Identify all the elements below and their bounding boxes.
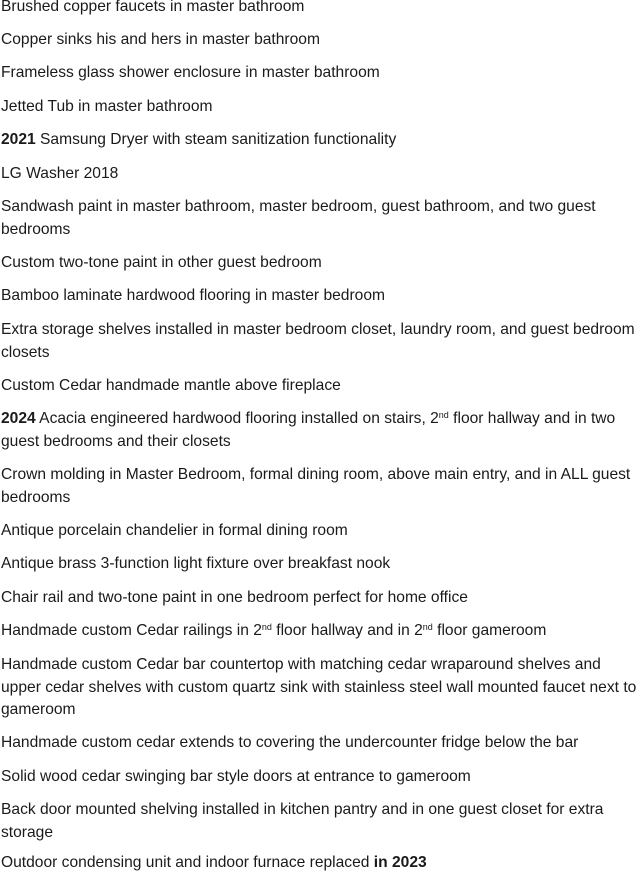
list-item: Extra storage shelves installed in master bedroom closet, laundry room, and guest bedroom closets: [1, 321, 635, 361]
list-item: Back door mounted shelving installed in kitchen pantry and in one guest closet for extra storage: [1, 801, 604, 841]
list-item: 2021 Samsung Dryer with steam sanitization functionality: [1, 131, 397, 148]
list-item: Brushed copper faucets in master bathroom: [1, 0, 305, 15]
year-label: 2024: [1, 410, 36, 427]
list-item: Sandwash paint in master bathroom, master bedroom, guest bathroom, and two guest bedrooms: [1, 198, 596, 238]
list-item: Chair rail and two-tone paint in one bedroom perfect for home office: [1, 589, 468, 606]
list-item: Handmade custom cedar extends to covering the undercounter fridge below the bar: [1, 734, 579, 751]
list-item: Outdoor condensing unit and indoor furnace replaced in 2023: [1, 854, 427, 871]
list-item: Custom two-tone paint in other guest bedroom: [1, 254, 322, 271]
list-item: Antique brass 3-function light fixture over breakfast nook: [1, 555, 391, 572]
year-label: 2021: [1, 131, 36, 148]
list-item: Copper sinks his and hers in master bathroom: [1, 31, 320, 48]
list-item: Jetted Tub in master bathroom: [1, 98, 213, 115]
list-item: Frameless glass shower enclosure in master bathroom: [1, 64, 380, 81]
list-item: Crown molding in Master Bedroom, formal dining room, above main entry, and in ALL guest bedrooms: [1, 466, 631, 506]
list-item: LG Washer 2018: [1, 165, 119, 182]
list-item: Bamboo laminate hardwood flooring in master bedroom: [1, 287, 385, 304]
list-item: Handmade custom Cedar bar countertop with matching cedar wraparound shelves and upper cedar shelves with custom quartz sink with stainless steel wall mounted faucet next to gameroom: [1, 656, 637, 718]
list-item: Custom Cedar handmade mantle above fireplace: [1, 377, 341, 394]
list-item: 2024 Acacia engineered hardwood flooring installed on stairs, 2nd floor hallway and in two guest bedrooms and their closets: [1, 410, 616, 450]
list-item: Handmade custom Cedar railings in 2nd floor hallway and in 2nd floor gameroom: [1, 622, 547, 639]
list-item: Antique porcelain chandelier in formal dining room: [1, 522, 348, 539]
year-label: in 2023: [373, 854, 427, 871]
list-item: Solid wood cedar swinging bar style doors at entrance to gameroom: [1, 768, 471, 785]
